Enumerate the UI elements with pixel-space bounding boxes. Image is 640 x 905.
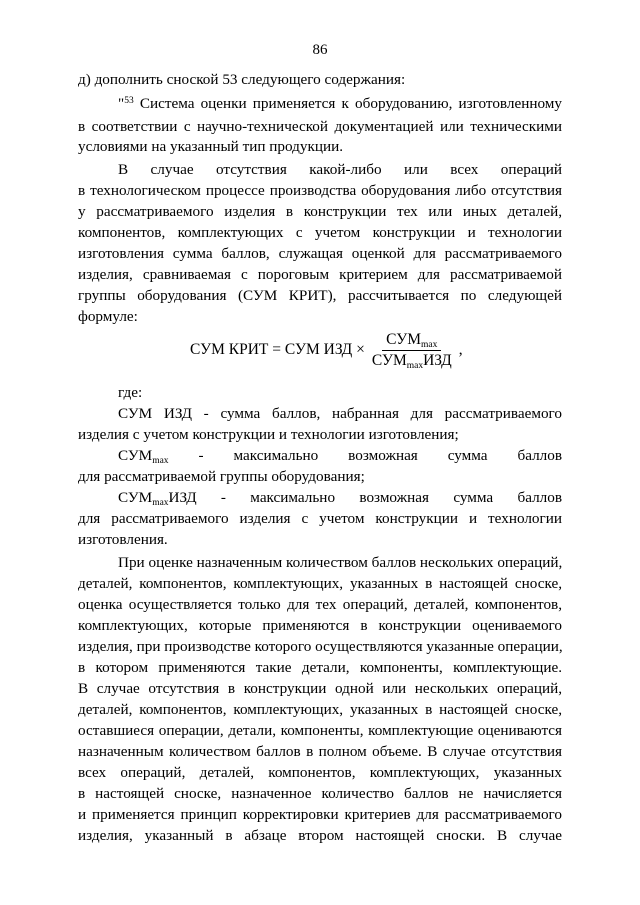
paragraph-line: изделия, указанный в абзаце втором настоящей сноски. В случае [78, 827, 562, 844]
where-label: где: [118, 384, 143, 401]
paragraph-line: в котором применяются такие детали, компоненты, комплектующие. [78, 659, 562, 676]
text-span: Система оценки применяется к оборудованию, изготовленному [139, 95, 562, 112]
fraction-denominator: $СУМ_{max}ИЗД$ [371, 351, 452, 371]
text-line: д) дополнить сноской 53 следующего содержания: [78, 71, 406, 88]
text-line: у рассматриваемого изделия в конструкции тех или иных деталей, [78, 203, 562, 220]
definition-line: $СУМ_{max}ИЗД$ - максимально возможная сумма баллов [118, 489, 562, 508]
quote-mark: " [118, 95, 125, 112]
paragraph-line: всех операций, деталей, компонентов, комплектующих, указанных [78, 764, 562, 781]
formula [190, 325, 463, 375]
formula-lhs: СУМ КРИТ = СУМ ИЗД × [190, 341, 365, 358]
text-line: компонентов, комплектующих с учетом конструкции и технологии [78, 224, 562, 241]
definition-line: для рассматриваемого изделия с учетом конструкции и технологии [78, 510, 562, 527]
paragraph-line: изделия, при производстве которого осуществляются указанные операции, [78, 638, 563, 655]
paragraph-line: деталей, компонентов, комплектующих, указанных в настоящей сноске, [78, 701, 562, 718]
fraction-numerator: $СУМ_{max}$ [382, 331, 441, 351]
footnote-marker: 53 [124, 96, 134, 106]
definition-line: $СУМ_{max}$ - максимально возможная сумма баллов [118, 447, 563, 466]
paragraph-line: и применяется принцип корректировки критериев для рассматриваемого [78, 806, 562, 823]
text-line: в соответствии с научно-технической документацией или техническими [78, 118, 562, 135]
text-line: в технологическом процессе производства оборудования либо отсутствия [78, 182, 562, 199]
paragraph-line: В случае отсутствия в конструкции одной или нескольких операций, [78, 680, 562, 697]
text-line: изготовления сумма баллов, служащая оценкой для рассматриваемого [78, 245, 562, 262]
definition-line: изделия с учетом конструкции и технологии изготовления; [78, 426, 459, 443]
def-term: $СУМ_{max}$ [118, 447, 169, 466]
paragraph-line: в настоящей сноске, назначенное количество баллов не начисляется [78, 785, 562, 802]
definition-line: изготовления. [78, 531, 168, 548]
paragraph-line: оставшиеся операции, детали, компоненты, комплектующие оцениваются [78, 722, 562, 739]
text-line: изделия, сравниваемая с пороговым критерием для рассматриваемой [78, 266, 562, 283]
formula-fraction [368, 331, 456, 370]
text-line: группы оборудования (СУМ КРИТ), рассчитывается по следующей [78, 287, 562, 304]
text-line: В случае отсутствия какой-либо или всех операций [118, 161, 562, 178]
text-line [118, 94, 562, 114]
page-number: 86 [312, 42, 328, 58]
def-term: СУМ ИЗД [118, 405, 192, 422]
paragraph-line: комплектующих, которые применяются в конструкции оцениваемого [78, 617, 562, 634]
paragraph-line: деталей, компонентов, комплектующих, указанных в настоящей сноске, [78, 575, 562, 592]
text-line: условиями на указанный тип продукции. [78, 138, 344, 155]
paragraph-line: оценка осуществляется только для тех операций, деталей, компонентов, [78, 596, 562, 613]
paragraph-line: назначенным количеством баллов в полном объеме. В случае отсутствия [78, 743, 562, 760]
paragraph-line: При оценке назначенным количеством баллов нескольких операций, [118, 554, 563, 571]
def-term: $СУМ_{max}ИЗД$ [118, 489, 197, 508]
formula-tail: , [458, 341, 463, 358]
definition-line: для рассматриваемой группы оборудования; [78, 468, 365, 485]
text-line: формуле: [78, 308, 138, 325]
definition-line: СУМ ИЗД - сумма баллов, набранная для рассматриваемого [118, 405, 563, 422]
